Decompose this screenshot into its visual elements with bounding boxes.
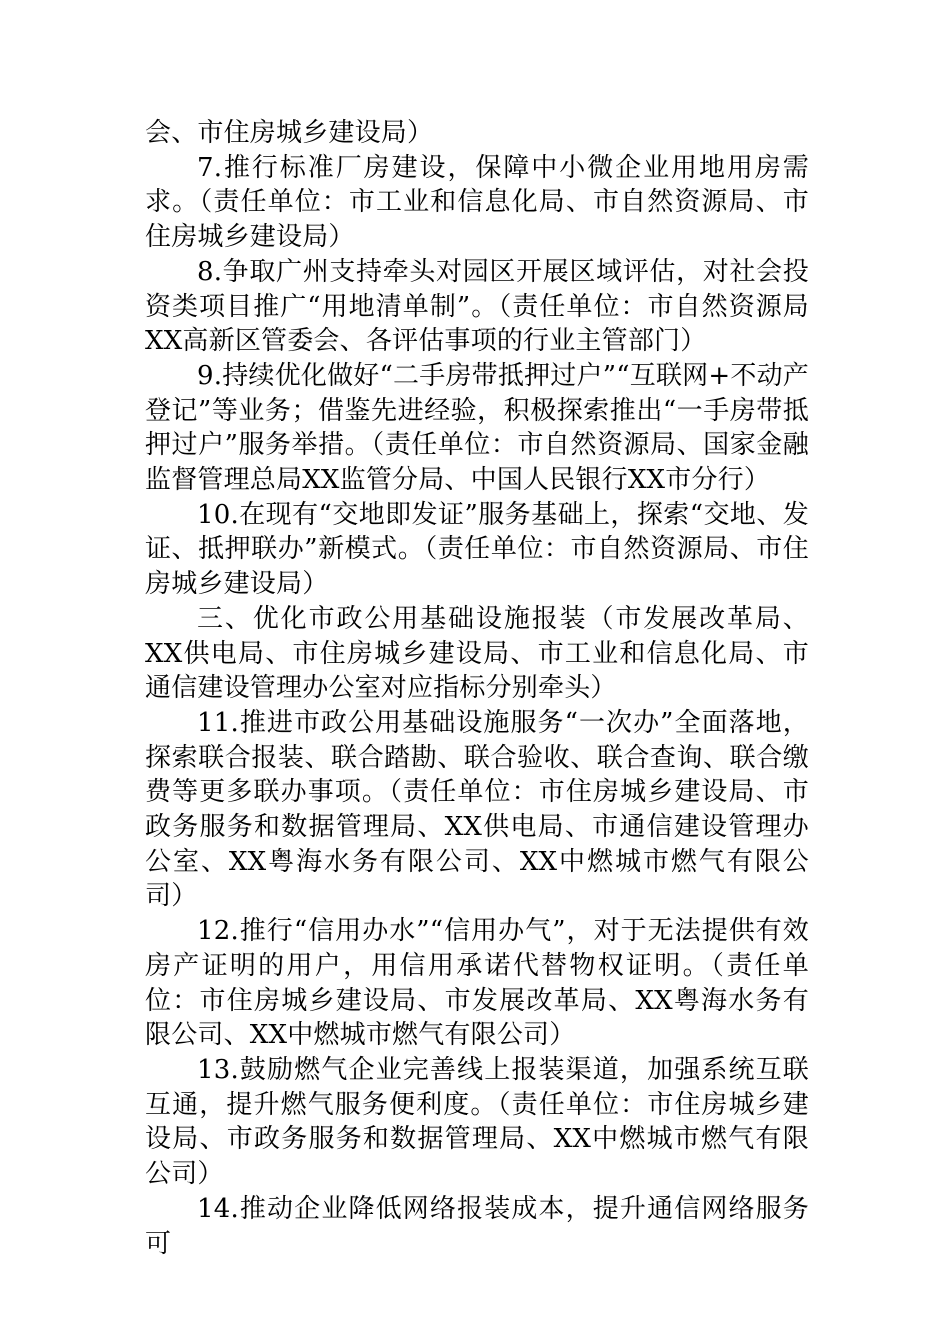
paragraph-item-10: 10.在现有“交地即发证”服务基础上，探索“交地、发证、抵押联办”新模式。（责任单位：市自然资源局、市住房城乡建设局）	[145, 499, 809, 600]
paragraph-item-7: 7.推行标准厂房建设，保障中小微企业用地用房需求。（责任单位：市工业和信息化局、市自然资源局、市住房城乡建设局）	[145, 152, 809, 253]
paragraph-item-13: 13.鼓励燃气企业完善线上报装渠道，加强系统互联互通，提升燃气服务便利度。（责任单位：市住房城乡建设局、市政务服务和数据管理局、XX中燃城市燃气有限公司）	[145, 1054, 809, 1190]
paragraph-item-8: 8.争取广州支持牵头对园区开展区域评估，对社会投资类项目推广“用地清单制”。（责任单位：市自然资源局XX高新区管委会、各评估事项的行业主管部门）	[145, 256, 809, 357]
paragraph-item-14: 14.推动企业降低网络报装成本，提升通信网络服务可	[145, 1193, 809, 1259]
paragraph-item-9: 9.持续优化做好“二手房带抵押过户”“互联网+不动产登记”等业务；借鉴先进经验，积极探索推出“一手房带抵押过户”服务举措。（责任单位：市自然资源局、国家金融监督管理总局XX监管分局、中国人民银行XX市分行）	[145, 360, 809, 496]
document-body	[145, 116, 809, 1261]
paragraph-item-11: 11.推进市政公用基础设施服务“一次办”全面落地，探索联合报装、联合踏勘、联合验收、联合查询、联合缴费等更多联办事项。（责任单位：市住房城乡建设局、市政务服务和数据管理局、XX供电局、市通信建设管理办公室、XX粤海水务有限公司、XX中燃城市燃气有限公司）	[145, 707, 809, 912]
section-heading-3: 三、优化市政公用基础设施报装（市发展改革局、XX供电局、市住房城乡建设局、市工业和信息化局、市通信建设管理办公室对应指标分别牵头）	[145, 603, 809, 704]
paragraph-item-12: 12.推行“信用办水”“信用办气”，对于无法提供有效房产证明的用户，用信用承诺代替物权证明。（责任单位：市住房城乡建设局、市发展改革局、XX粤海水务有限公司、XX中燃城市燃气有限公司）	[145, 916, 809, 1051]
paragraph-continuation: 会、市住房城乡建设局）	[145, 118, 434, 148]
